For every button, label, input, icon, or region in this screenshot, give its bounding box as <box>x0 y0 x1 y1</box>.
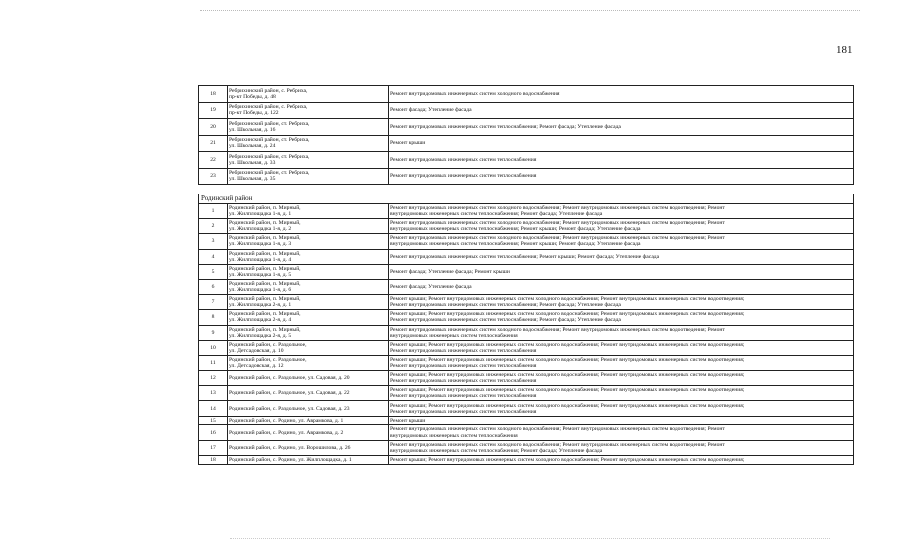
row-number-line1: 10 <box>210 344 216 351</box>
row-address <box>228 371 389 386</box>
row-work-types <box>389 355 854 370</box>
row-address <box>228 440 389 455</box>
row-number-line1: 4 <box>211 253 215 260</box>
table-row <box>199 264 854 279</box>
row-work-types-line1: Ремонт крыши; Ремонт внутридомовых инженерных систем холодного водоснабжения; Ремонт внутридомовых инженерных систем водоотведения; <box>390 341 745 348</box>
row-number <box>199 219 228 234</box>
row-number <box>199 340 228 355</box>
row-number <box>199 425 228 440</box>
row-address <box>228 355 389 370</box>
row-address <box>228 135 389 152</box>
row-number-line1: 21 <box>210 140 216 147</box>
row-number <box>199 249 228 264</box>
row-work-types-line2: Ремонт внутридомовых инженерных систем теплоснабжения <box>390 378 537 385</box>
row-number-line1: 1 <box>211 208 215 215</box>
row-number-line1: 13 <box>210 390 216 397</box>
row-work-types-line2: внутридомовых инженерных систем теплоснабжения; Ремонт крыши; Ремонт фасада; Утепление фасада <box>390 241 641 248</box>
row-number-line1: 17 <box>210 444 216 451</box>
row-number-line1: 18 <box>210 456 216 463</box>
capital-repair-table <box>198 85 854 465</box>
row-work-types-line2: Ремонт внутридомовых инженерных систем теплоснабжения; Ремонт фасада; Утепление фасада <box>390 302 621 309</box>
row-address-line1: Родинский район, с. Раздольное, ул. Садовая, д. 20 <box>229 375 350 382</box>
row-number <box>199 102 228 119</box>
row-address-line2: ул. Детсадовская, д. 12 <box>229 362 284 369</box>
row-address <box>228 152 389 169</box>
table-row <box>199 295 854 310</box>
table-row <box>199 279 854 294</box>
row-address <box>228 425 389 440</box>
row-number <box>199 168 228 185</box>
row-work-types-line1: Ремонт крыши; Ремонт внутридомовых инженерных систем холодного водоснабжения; Ремонт внутридомовых инженерных систем водоотведения; <box>390 387 745 394</box>
row-work-types <box>389 386 854 401</box>
row-work-types-line2: внутридомовых инженерных систем теплоснабжения; Ремонт крыши; Ремонт фасада; Утепление фасада <box>390 226 641 233</box>
row-work-types <box>389 249 854 264</box>
row-number-line1: 7 <box>211 299 215 306</box>
row-address-line2: ул. Школьная, д. 35 <box>229 176 276 183</box>
row-number <box>199 152 228 169</box>
row-address <box>228 234 389 249</box>
table-row <box>199 168 854 185</box>
row-work-types <box>389 371 854 386</box>
row-address <box>228 168 389 185</box>
row-number-line1: 3 <box>211 238 215 245</box>
row-address <box>228 416 389 425</box>
row-number <box>199 401 228 416</box>
row-number <box>199 325 228 340</box>
row-work-types <box>389 295 854 310</box>
row-address <box>228 204 389 219</box>
row-address-line1: Родинский район, п. Мирный, <box>229 205 301 212</box>
row-number <box>199 440 228 455</box>
row-work-types <box>389 102 854 119</box>
row-number-line1: 12 <box>210 375 216 382</box>
row-address <box>228 219 389 234</box>
row-number <box>199 264 228 279</box>
row-work-types <box>389 219 854 234</box>
row-work-types <box>389 204 854 219</box>
row-number-line1: 19 <box>210 107 216 114</box>
row-work-types <box>389 416 854 425</box>
row-number <box>199 204 228 219</box>
row-number <box>199 355 228 370</box>
row-address-line1: Родинский район, п. Мирный, <box>229 250 301 257</box>
row-address-line1: Родинский район, п. Мирный, <box>229 265 301 272</box>
row-address <box>228 102 389 119</box>
table-row <box>199 204 854 219</box>
row-address-line2: пр-кт Победы, д. 122 <box>229 110 279 117</box>
row-address-line1: Родинский район, с. Раздольное, <box>229 341 307 348</box>
row-address <box>228 295 389 310</box>
row-work-types-line2: Ремонт внутридомовых инженерных систем теплоснабжения <box>390 362 537 369</box>
row-work-types-line1: Ремонт внутридомовых инженерных систем теплоснабжения <box>390 173 537 180</box>
row-work-types-line1: Ремонт крыши; Ремонт внутридомовых инженерных систем холодного водоснабжения; Ремонт внутридомовых инженерных систем водоотведения; <box>390 402 745 409</box>
row-address-line1: Ребрихинский район, ст. Ребриха, <box>229 137 310 144</box>
row-work-types-line1: Ремонт фасада; Утепление фасада <box>390 107 472 114</box>
row-address-line2: ул. Жилплощадка 1-я, д. 3 <box>229 241 292 248</box>
row-work-types-line1: Ремонт внутридомовых инженерных систем теплоснабжения; Ремонт фасада; Утепление фасада <box>390 123 621 130</box>
row-work-types-line1: Ремонт внутридомовых инженерных систем холодного водоснабжения; Ремонт внутридомовых инженерных систем водоотведения; Ремонт <box>390 326 725 333</box>
table-row <box>199 249 854 264</box>
row-address-line2: ул. Жилплощадка 1-я, д. 2 <box>229 226 292 233</box>
section-gap-cell <box>199 185 854 195</box>
row-work-types-line2: Ремонт внутридомовых инженерных систем теплоснабжения <box>390 408 537 415</box>
row-work-types-line1: Ремонт крыши; Ремонт внутридомовых инженерных систем холодного водоснабжения; Ремонт внутридомовых инженерных систем водоотведения; <box>390 356 745 363</box>
row-work-types-line1: Ремонт внутридомовых инженерных систем холодного водоснабжения; Ремонт внутридомовых инженерных систем водоотведения; Ремонт <box>390 441 725 448</box>
row-work-types-line1: Ремонт крыши; Ремонт внутридомовых инженерных систем холодного водоснабжения; Ремонт внутридомовых инженерных систем водоотведения; <box>390 296 745 303</box>
row-work-types <box>389 86 854 103</box>
scan-edge-top <box>200 10 860 11</box>
row-number-line1: 16 <box>210 429 216 436</box>
row-address <box>228 325 389 340</box>
row-work-types-line1: Ремонт внутридомовых инженерных систем холодного водоснабжения <box>390 90 560 97</box>
row-address-line1: Ребрихинский район, с. Ребриха, <box>229 87 308 94</box>
row-work-types-line2: Ремонт внутридомовых инженерных систем теплоснабжения; Ремонт фасада; Утепление фасада <box>390 317 621 324</box>
row-number <box>199 386 228 401</box>
row-number-line1: 6 <box>211 284 215 291</box>
row-address-line2: ул. Жилплощадка 2-я, д. 1 <box>229 302 292 309</box>
table-row <box>199 416 854 425</box>
row-work-types <box>389 135 854 152</box>
row-address-line1: Родинский район, с. Раздольное, ул. Садовая, д. 22 <box>229 390 350 397</box>
row-number <box>199 455 228 464</box>
row-work-types <box>389 152 854 169</box>
table-row <box>199 119 854 136</box>
row-work-types-line2: Ремонт внутридомовых инженерных систем теплоснабжения <box>390 347 537 354</box>
row-number-line1: 9 <box>211 329 215 336</box>
row-address-line1: Родинский район, с. Раздольное, ул. Садовая, д. 23 <box>229 405 350 412</box>
row-work-types-line1: Ремонт внутридомовых инженерных систем теплоснабжения; Ремонт крыши; Ремонт фасада; Утепление фасада <box>390 253 660 260</box>
row-address <box>228 279 389 294</box>
row-work-types <box>389 455 854 464</box>
row-work-types-line2: внутридомовых инженерных систем теплоснабжения <box>390 332 518 339</box>
row-work-types <box>389 440 854 455</box>
row-number-line1: 5 <box>211 268 215 275</box>
row-number <box>199 234 228 249</box>
table-row <box>199 355 854 370</box>
row-address-line2: ул. Жилплощадка 1-я, д. 5 <box>229 271 292 278</box>
row-address <box>228 310 389 325</box>
row-address-line2: ул. Жилплощадка 1-я, д. 4 <box>229 256 292 263</box>
table-row <box>199 135 854 152</box>
row-address <box>228 340 389 355</box>
row-work-types <box>389 279 854 294</box>
row-address-line2: ул. Школьная, д. 24 <box>229 143 276 150</box>
table-row <box>199 325 854 340</box>
row-number <box>199 135 228 152</box>
row-work-types <box>389 310 854 325</box>
row-work-types-line1: Ремонт крыши <box>390 140 426 147</box>
table-row <box>199 219 854 234</box>
row-number-line1: 11 <box>210 359 216 366</box>
row-work-types-line2: внутридомовых инженерных систем теплоснабжения; Ремонт фасада; Утепление фасада <box>390 211 603 218</box>
row-address <box>228 455 389 464</box>
row-work-types-line2: внутридомовых инженерных систем теплоснабжения; Ремонт фасада; Утепление фасада <box>390 447 603 454</box>
row-work-types-line1: Ремонт крыши <box>390 417 426 424</box>
row-address <box>228 264 389 279</box>
row-address-line1: Родинский район, с. Раздольное, <box>229 356 307 363</box>
row-work-types-line2: Ремонт внутридомовых инженерных систем теплоснабжения <box>390 393 537 400</box>
row-work-types <box>389 325 854 340</box>
row-address <box>228 401 389 416</box>
table-row <box>199 152 854 169</box>
row-work-types <box>389 234 854 249</box>
row-address-line2: ул. Школьная, д. 16 <box>229 126 276 133</box>
table-row <box>199 340 854 355</box>
row-work-types-line1: Ремонт фасада; Утепление фасада <box>390 284 472 291</box>
row-number <box>199 119 228 136</box>
section-gap <box>199 185 854 195</box>
row-address-line1: Родинский район, п. Мирный, <box>229 296 301 303</box>
row-address <box>228 119 389 136</box>
row-address-line2: ул. Детсадовская, д. 10 <box>229 347 284 354</box>
row-number-line1: 20 <box>210 123 216 130</box>
row-address-line2: ул. Жилплощадка 2-я, д. 4 <box>229 317 292 324</box>
row-address-line2: ул. Жилплощадка 2-я, д. 5 <box>229 332 292 339</box>
row-work-types <box>389 119 854 136</box>
row-work-types-line1: Ремонт внутридомовых инженерных систем холодного водоснабжения; Ремонт внутридомовых инженерных систем водоотведения; Ремонт <box>390 426 725 433</box>
row-address-line2: пр-кт Победы, д. 48 <box>229 93 276 100</box>
table-row <box>199 102 854 119</box>
row-address-line2: ул. Жилплощадка 1-я, д. 6 <box>229 287 292 294</box>
row-address-line1: Родинский район, п. Мирный, <box>229 281 301 287</box>
row-number <box>199 279 228 294</box>
table-row <box>199 425 854 440</box>
row-address-line2: ул. Школьная, д. 33 <box>229 159 276 166</box>
row-work-types-line1: Ремонт крыши; Ремонт внутридомовых инженерных систем холодного водоснабжения; Ремонт внутридомовых инженерных систем водоотведения; <box>390 456 745 463</box>
row-address-line1: Родинский район, с. Родино, ул. Ворошилова, д. 26 <box>229 444 351 451</box>
scan-edge-bottom <box>230 538 830 539</box>
table-row <box>199 310 854 325</box>
row-work-types-line1: Ремонт внутридомовых инженерных систем теплоснабжения <box>390 156 537 163</box>
row-number-line1: 15 <box>210 417 216 424</box>
row-address-line1: Родинский район, п. Мирный, <box>229 311 301 318</box>
row-work-types-line1: Ремонт внутридомовых инженерных систем холодного водоснабжения; Ремонт внутридомовых инженерных систем водоотведения; Ремонт <box>390 220 725 227</box>
row-number-line1: 2 <box>211 223 215 230</box>
row-address-line1: Ребрихинский район, с. Ребриха, <box>229 104 308 111</box>
row-address-line1: Родинский район, с. Родино, ул. Жилплощадка, д. 1 <box>229 456 352 463</box>
row-number-line1: 23 <box>210 173 216 180</box>
row-address <box>228 386 389 401</box>
row-number <box>199 371 228 386</box>
row-work-types-line1: Ремонт крыши; Ремонт внутридомовых инженерных систем холодного водоснабжения; Ремонт внутридомовых инженерных систем водоотведения; <box>390 372 745 379</box>
row-number-line1: 8 <box>211 314 215 321</box>
row-number <box>199 86 228 103</box>
row-work-types-line1: Ремонт внутридомовых инженерных систем холодного водоснабжения; Ремонт внутридомовых инженерных систем водоотведения; Ремонт <box>390 235 725 242</box>
row-number <box>199 310 228 325</box>
row-address-line1: Родинский район, с. Родино, ул. Аврамкова, д. 2 <box>229 429 344 436</box>
row-number <box>199 416 228 425</box>
row-address <box>228 249 389 264</box>
table-row <box>199 455 854 464</box>
row-work-types <box>389 264 854 279</box>
row-number <box>199 295 228 310</box>
table-row <box>199 86 854 103</box>
row-work-types <box>389 425 854 440</box>
row-address-line1: Родинский район, п. Мирный, <box>229 235 301 242</box>
row-number-line1: 18 <box>210 90 216 97</box>
row-work-types <box>389 340 854 355</box>
row-work-types-line1: Ремонт крыши; Ремонт внутридомовых инженерных систем холодного водоснабжения; Ремонт внутридомовых инженерных систем водоотведения; <box>390 311 745 318</box>
row-address-line2: ул. Жилплощадка 1-я, д. 1 <box>229 211 292 218</box>
row-address-line1: Ребрихинский район, ст. Ребриха, <box>229 153 310 160</box>
row-number-line1: 22 <box>210 156 216 163</box>
row-address-line1: Родинский район, с. Родино, ул. Аврамкова, д. 1 <box>229 417 344 424</box>
table-row <box>199 386 854 401</box>
district-heading: Родинский район <box>199 194 854 204</box>
row-number-line1: 14 <box>210 405 216 412</box>
row-work-types <box>389 401 854 416</box>
district-heading-row <box>199 194 854 204</box>
table-row <box>199 371 854 386</box>
row-address-line1: Ребрихинский район, ст. Ребриха, <box>229 120 310 127</box>
row-address-line1: Родинский район, п. Мирный, <box>229 220 301 227</box>
page-number: 181 <box>836 44 853 56</box>
row-address-line1: Родинский район, п. Мирный, <box>229 326 301 333</box>
table-row <box>199 401 854 416</box>
table-row <box>199 234 854 249</box>
row-address <box>228 86 389 103</box>
table-row <box>199 440 854 455</box>
row-work-types <box>389 168 854 185</box>
row-work-types-line2: внутридомовых инженерных систем теплоснабжения <box>390 432 518 439</box>
row-work-types-line1: Ремонт фасада; Утепление фасада; Ремонт крыши <box>390 268 510 275</box>
row-address-line1: Ребрихинский район, ст. Ребриха, <box>229 170 310 177</box>
row-work-types-line1: Ремонт внутридомовых инженерных систем холодного водоснабжения; Ремонт внутридомовых инженерных систем водоотведения; Ремонт <box>390 205 725 212</box>
